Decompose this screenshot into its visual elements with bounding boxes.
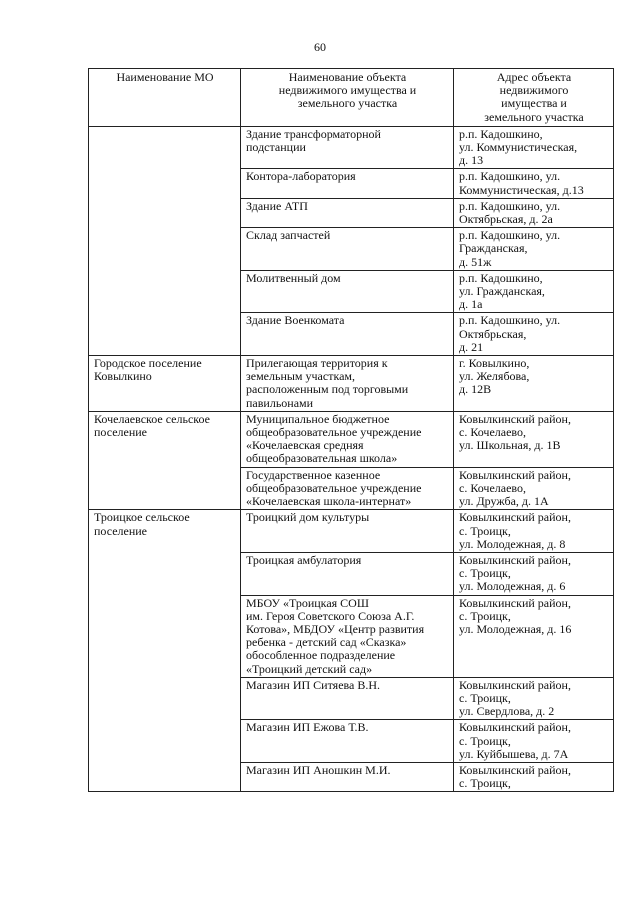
cell-mo: Городское поселение Ковылкино xyxy=(89,356,241,412)
cell-object: Троицкая амбулатория xyxy=(241,552,454,595)
cell-object: Государственное казенное общеобразовательное учреждение «Кочелаевская школа-интернат» xyxy=(241,467,454,510)
cell-address: р.п. Кадошкино, ул. Гражданская, д. 51ж xyxy=(454,228,614,271)
cell-address: Ковылкинский район, с. Троицк, ул. Молодежная, д. 6 xyxy=(454,552,614,595)
cell-address: Ковылкинский район, с. Троицк, ул. Молодежная, д. 8 xyxy=(454,510,614,553)
cell-address: р.п. Кадошкино, ул. Коммунистическая, д.13 xyxy=(454,169,614,198)
cell-object: Троицкий дом культуры xyxy=(241,510,454,553)
cell-object: МБОУ «Троицкая СОШ им. Героя Советского Союза А.Г. Котова», МБДОУ «Центр развития ребенка - детский сад «Сказка» обособленное подразделение «Троицкий детский сад» xyxy=(241,595,454,677)
table-row xyxy=(89,356,614,412)
cell-address: Ковылкинский район, с. Троицк, ул. Молодежная, д. 16 xyxy=(454,595,614,677)
cell-mo xyxy=(89,126,241,355)
cell-address: р.п. Кадошкино, ул. Октябрьская, д. 2а xyxy=(454,198,614,227)
table-row xyxy=(89,510,614,553)
cell-address: р.п. Кадошкино, ул. Октябрьская, д. 21 xyxy=(454,313,614,356)
cell-address: Ковылкинский район, с. Троицк, xyxy=(454,762,614,791)
table-header-row xyxy=(89,69,614,127)
cell-mo: Кочелаевское сельское поселение xyxy=(89,411,241,509)
cell-object: Магазин ИП Аношкин М.И. xyxy=(241,762,454,791)
cell-address: р.п. Кадошкино, ул. Гражданская, д. 1а xyxy=(454,270,614,313)
cell-object: Муниципальное бюджетное общеобразовательное учреждение «Кочелаевская средняя общеобразовательная школа» xyxy=(241,411,454,467)
cell-address: Ковылкинский район, с. Кочелаево, ул. Дружба, д. 1А xyxy=(454,467,614,510)
table-row xyxy=(89,126,614,169)
table-row xyxy=(89,411,614,467)
cell-mo: Троицкое сельское поселение xyxy=(89,510,241,792)
cell-object: Магазин ИП Ситяева В.Н. xyxy=(241,677,454,720)
header-address: Адрес объекта недвижимого имущества и земельного участка xyxy=(454,69,614,127)
cell-object: Здание трансформаторной подстанции xyxy=(241,126,454,169)
cell-address: г. Ковылкино, ул. Желябова, д. 12В xyxy=(454,356,614,412)
cell-object: Прилегающая территория к земельным участкам, расположенным под торговыми павильонами xyxy=(241,356,454,412)
cell-object: Здание АТП xyxy=(241,198,454,227)
header-object: Наименование объекта недвижимого имущества и земельного участка xyxy=(241,69,454,127)
header-mo: Наименование МО xyxy=(89,69,241,127)
cell-address: Ковылкинский район, с. Троицк, ул. Куйбышева, д. 7А xyxy=(454,720,614,763)
cell-object: Здание Военкомата xyxy=(241,313,454,356)
cell-address: Ковылкинский район, с. Кочелаево, ул. Школьная, д. 1В xyxy=(454,411,614,467)
cell-address: Ковылкинский район, с. Троицк, ул. Свердлова, д. 2 xyxy=(454,677,614,720)
property-table xyxy=(88,68,614,792)
cell-object: Магазин ИП Ежова Т.В. xyxy=(241,720,454,763)
cell-address: р.п. Кадошкино, ул. Коммунистическая, д. 13 xyxy=(454,126,614,169)
cell-object: Молитвенный дом xyxy=(241,270,454,313)
cell-object: Склад запчастей xyxy=(241,228,454,271)
page-number: 60 xyxy=(314,40,326,54)
cell-object: Контора-лаборатория xyxy=(241,169,454,198)
